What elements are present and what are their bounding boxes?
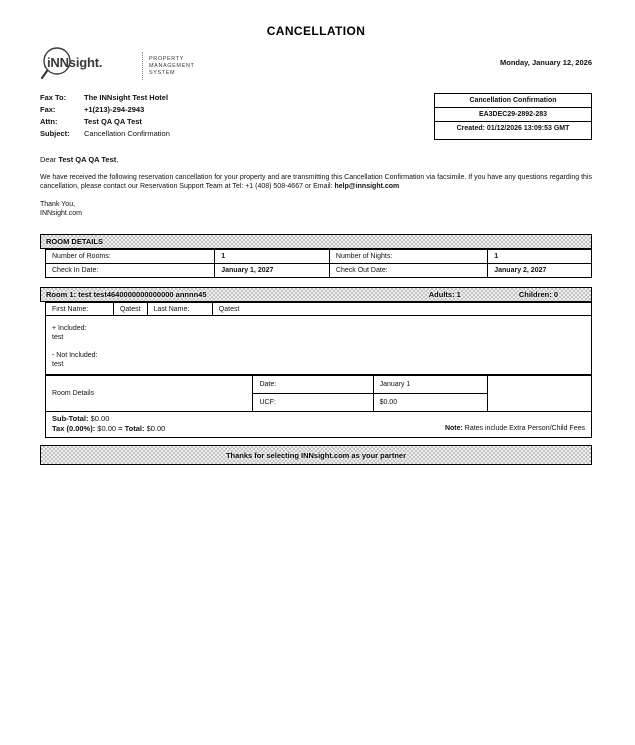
note-text: Rates include Extra Person/Child Fees	[462, 425, 585, 432]
document-header	[40, 46, 592, 82]
checkin-label-cell: Check In Date:	[46, 264, 215, 278]
not-included-value: test	[52, 361, 64, 368]
subject-row	[40, 128, 170, 140]
footer-message: Thanks for selecting INNsight.com as your partner	[225, 450, 407, 460]
thank-you-line: Thank You,	[40, 201, 76, 208]
tax-total-line	[52, 424, 165, 434]
attn-row	[40, 116, 170, 128]
fax-to-row	[40, 92, 170, 104]
fax-recipient-block	[40, 92, 170, 140]
tax-label: Tax (0.00%):	[52, 424, 96, 433]
room-details-band	[40, 234, 592, 249]
letter-body	[40, 173, 592, 191]
page-title: CANCELLATION	[266, 24, 366, 38]
note-label: Note:	[444, 425, 463, 432]
fax-to-value: The INNsight Test Hotel	[84, 93, 169, 102]
greeting-prefix: Dear	[40, 155, 59, 164]
confirmation-box-title: Cancellation Confirmation	[469, 97, 557, 104]
last-name-value-cell: Qatest	[212, 303, 591, 316]
fax-number-label: Fax:	[40, 105, 56, 114]
attn-value: Test QA QA Test	[84, 117, 142, 126]
magnifier-logo-mark	[40, 46, 136, 82]
letter-greeting	[40, 155, 592, 164]
fax-number-row	[40, 104, 170, 116]
logo-brand-text: iNNsight.	[47, 55, 103, 70]
total-value: $0.00	[144, 424, 166, 433]
ucf-label-cell: UCF:	[253, 394, 373, 412]
fax-to-label: Fax To:	[40, 93, 67, 102]
room-details-label-cell: Room Details	[46, 376, 253, 412]
rooms-label-cell: Number of Rooms:	[46, 250, 215, 264]
attn-label: Attn:	[40, 117, 58, 126]
tax-value: $0.00	[95, 424, 119, 433]
date-value-cell: January 1	[373, 376, 488, 394]
nights-label-cell: Number of Nights:	[329, 250, 487, 264]
total-label: = Total:	[118, 424, 145, 433]
not-included-label: - Not Included:	[52, 352, 98, 359]
greeting-suffix: ,	[116, 155, 119, 164]
tagline-line: MANAGEMENT	[149, 62, 195, 69]
subtotal-label: Sub-Total:	[52, 414, 89, 423]
included-label: + Included:	[52, 325, 87, 332]
innsight-logo	[40, 46, 194, 82]
room1-band	[40, 287, 592, 302]
confirmation-code: EA3DEC29-2892-283	[435, 107, 591, 121]
room1-heading: Room 1: test test4640000000000000 annnn45	[46, 290, 207, 299]
room-details-heading: ROOM DETAILS	[46, 237, 103, 246]
rooms-value-cell: 1	[215, 250, 330, 264]
greeting-name: Test QA QA Test	[58, 155, 117, 164]
inclusions-box	[45, 316, 592, 375]
first-name-value-cell: Qatest	[113, 303, 147, 316]
checkout-value-cell: January 2, 2027	[488, 264, 592, 278]
confirmation-box	[434, 93, 592, 140]
room-rate-table	[45, 375, 592, 412]
ucf-value-cell: $0.00	[373, 394, 488, 412]
fax-document-page	[40, 0, 592, 465]
nights-value-cell: 1	[488, 250, 592, 264]
body-text: We have received the following reservation cancellation for your property and are transmitting this Cancellation Confirmation via facsimile. If you have any questions regarding this cancellation, please contact our Reservation Support Team at Tel: +1 (408) 508-4667 or Email:	[40, 174, 592, 190]
children-count: Children: 0	[518, 290, 558, 299]
empty-cell	[488, 376, 592, 412]
included-value: test	[52, 334, 64, 341]
tagline-line: PROPERTY	[149, 55, 184, 62]
table-row	[46, 264, 592, 278]
subject-value: Cancellation Confirmation	[84, 129, 170, 138]
room1-occupancy	[429, 290, 586, 299]
date-label-cell: Date:	[253, 376, 373, 394]
subject-label: Subject:	[40, 129, 70, 138]
last-name-label-cell: Last Name:	[147, 303, 212, 316]
fax-header-section	[40, 92, 592, 140]
letter-closing	[40, 200, 592, 218]
table-row	[46, 250, 592, 264]
table-row	[46, 303, 592, 316]
tagline-line: SYSTEM	[149, 69, 176, 76]
guest-name-table	[45, 302, 592, 316]
subtotal-line	[52, 414, 165, 424]
confirmation-created: Created: 01/12/2026 13:09:53 GMT	[435, 121, 591, 135]
logo-tagline	[142, 52, 194, 80]
subtotal-value: $0.00	[88, 414, 110, 423]
fax-number-value: +1(213)-294-2943	[84, 105, 145, 114]
spacer	[52, 342, 585, 351]
support-email: help@innsight.com	[334, 183, 400, 190]
totals-section	[45, 412, 592, 438]
first-name-label-cell: First Name:	[46, 303, 114, 316]
checkout-label-cell: Check Out Date:	[329, 264, 487, 278]
document-date: Monday, January 12, 2026	[500, 58, 592, 67]
totals-lines	[52, 414, 165, 434]
table-row	[46, 376, 592, 394]
room-summary-table	[45, 249, 592, 278]
rates-note	[445, 424, 585, 434]
signature-line: INNsight.com	[40, 210, 83, 217]
adults-count: Adults: 1	[428, 290, 461, 299]
footer-band	[40, 445, 592, 465]
checkin-value-cell: January 1, 2027	[215, 264, 330, 278]
